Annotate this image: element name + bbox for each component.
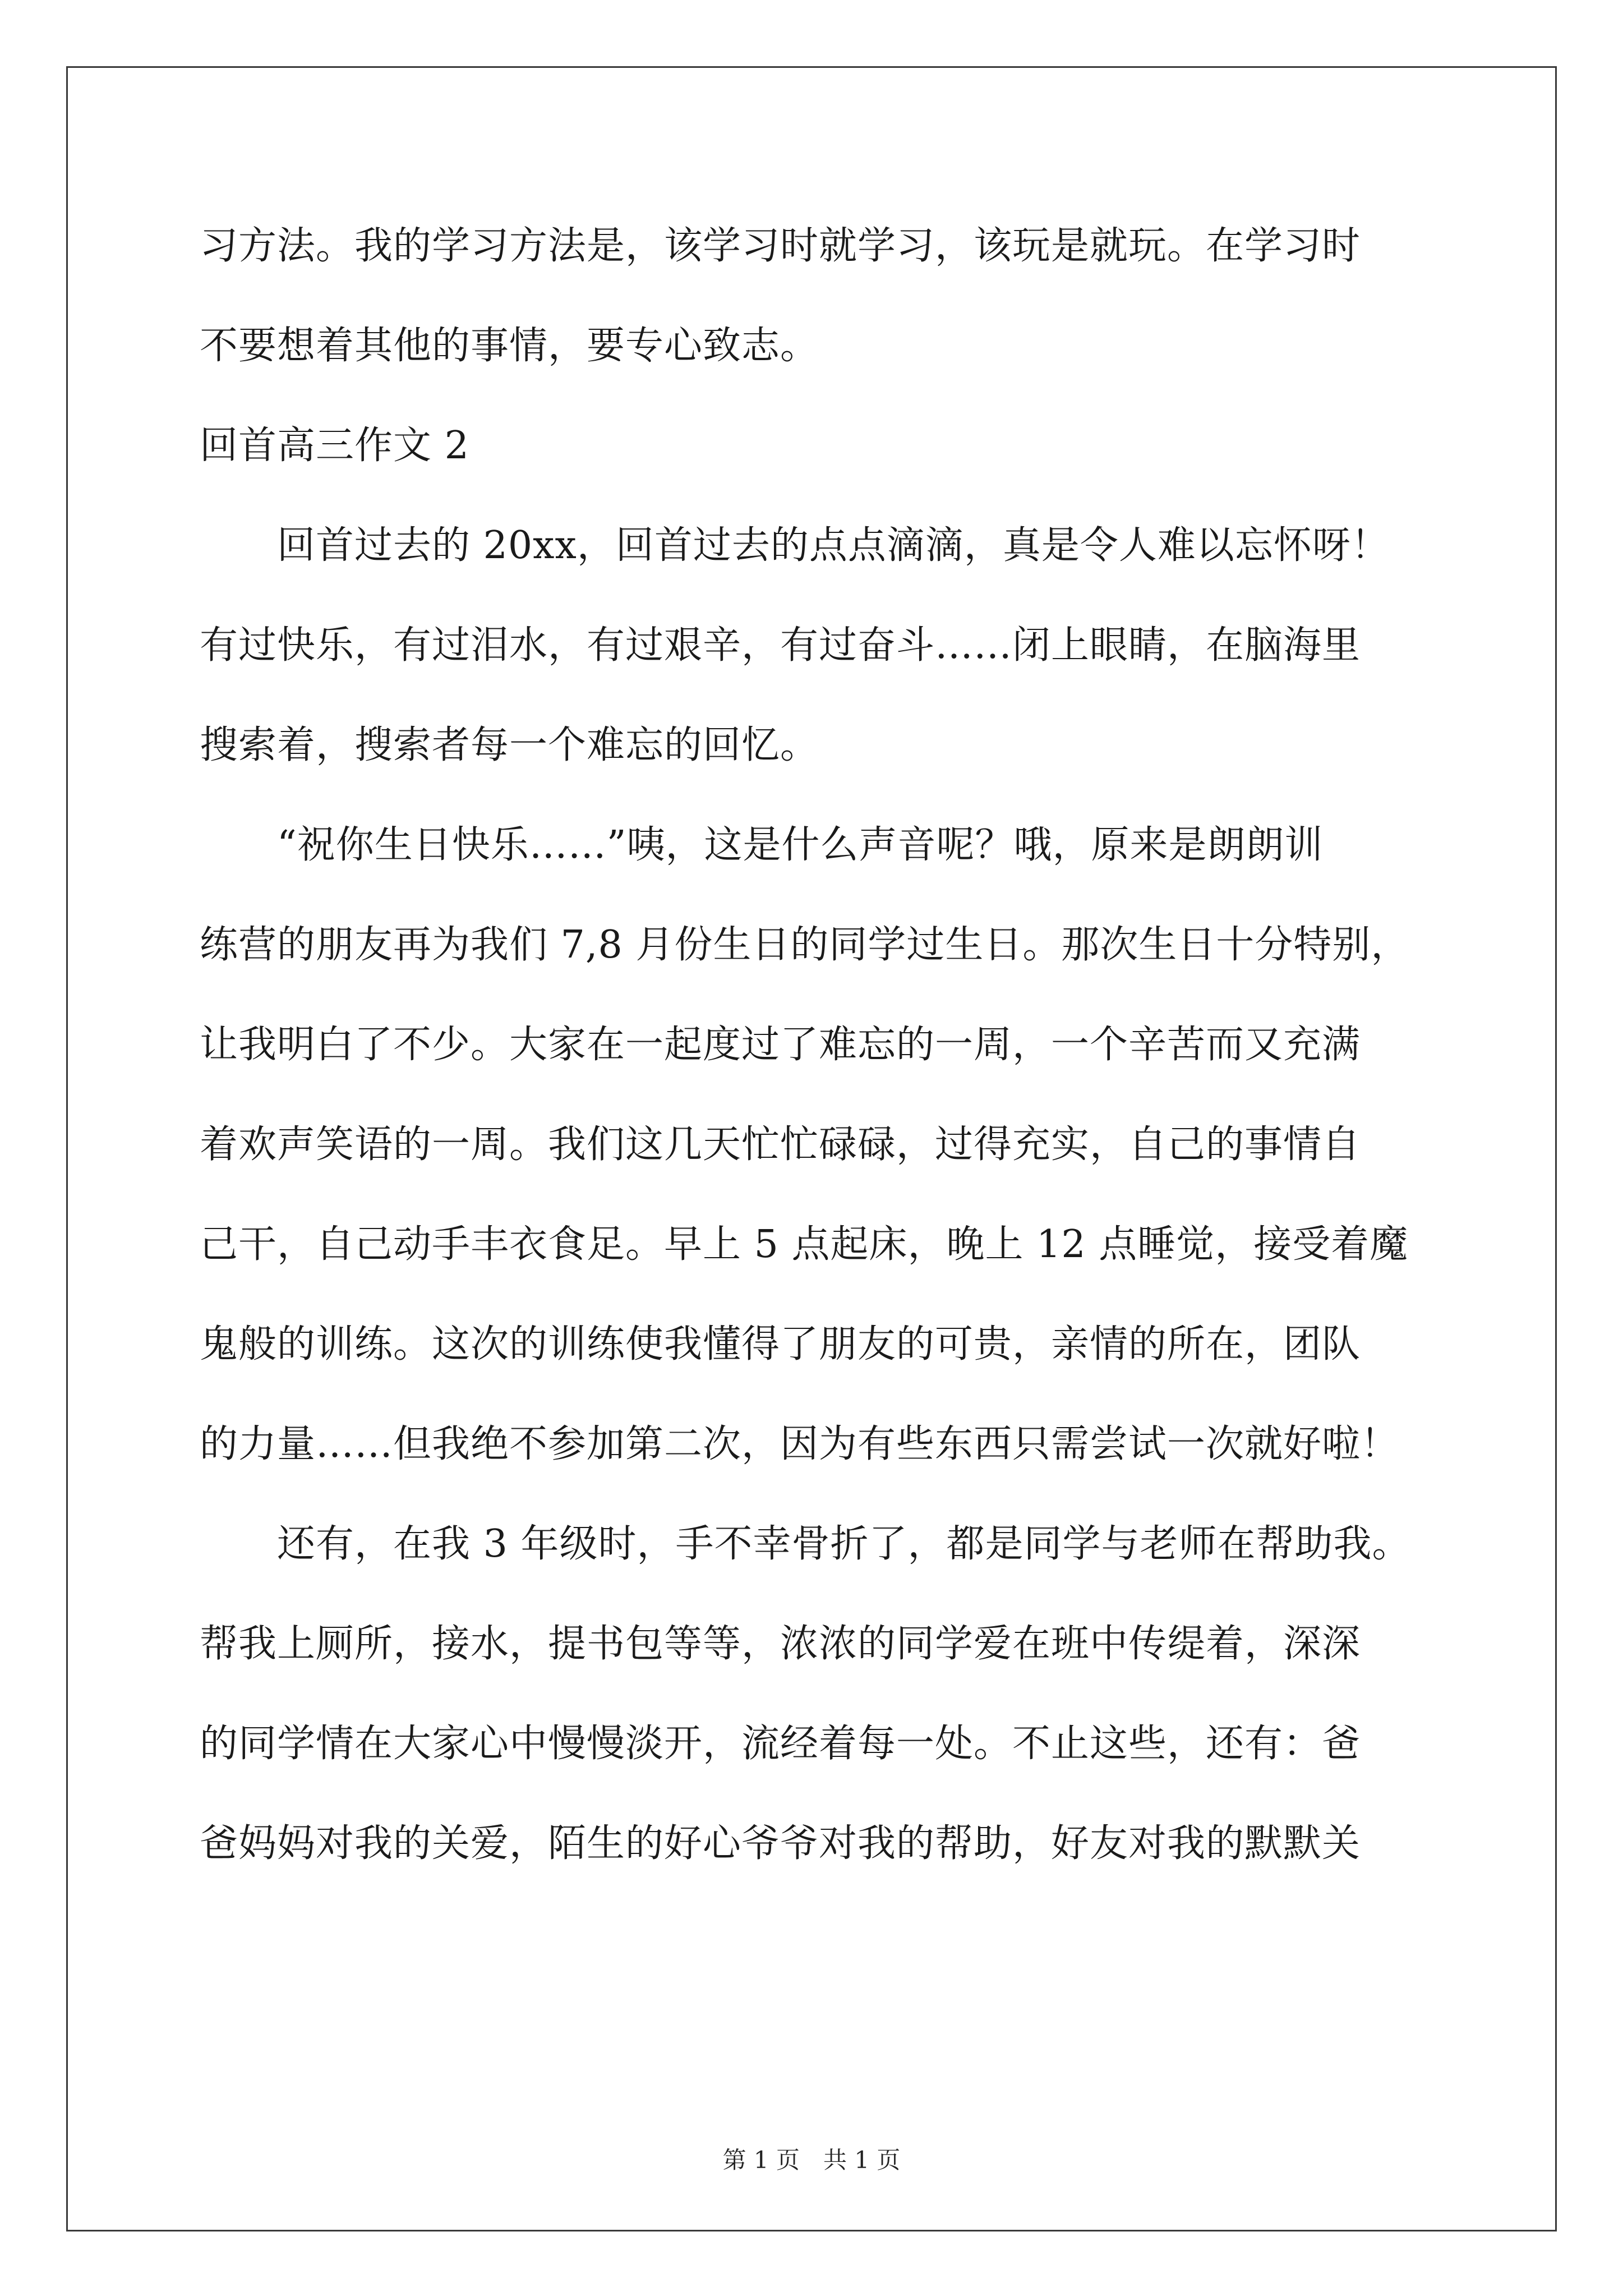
text-line: 练营的朋友再为我们 7,8 月份生日的同学过生日。那次生日十分特别，	[200, 923, 1410, 967]
text-line: 帮我上厕所，接水，提书包等等，浓浓的同学爱在班中传缇着，深深	[200, 1622, 1361, 1666]
text-line: 鬼般的训练。这次的训练使我懂得了朋友的可贵，亲情的所在，团队	[200, 1322, 1361, 1366]
text-line: 还有，在我 3 年级时，手不幸骨折了，都是同学与老师在帮助我。	[200, 1522, 1411, 1566]
text-line: 己干，自己动手丰衣食足。早上 5 点起床，晚上 12 点睡觉，接受着魔	[200, 1222, 1409, 1267]
text-line: 着欢声笑语的一周。我们这几天忙忙碌碌，过得充实，自己的事情自	[200, 1122, 1361, 1167]
document-body	[200, 196, 1445, 1894]
text-line: 搜索着，搜索者每一个难忘的回忆。	[200, 723, 819, 767]
text-line: 习方法。我的学习方法是，该学习时就学习，该玩是就玩。在学习时	[200, 224, 1361, 268]
text-line: 的力量……但我绝不参加第二次，因为有些东西只需尝试一次就好啦！	[200, 1422, 1400, 1466]
text-line: “祝你生日快乐……”咦，这是什么声音呢？哦，原来是朗朗训	[200, 823, 1324, 867]
text-line: 回首过去的 20xx，回首过去的点点滴滴，真是令人难以忘怀呀！	[200, 523, 1390, 568]
text-line: 的同学情在大家心中慢慢淡开，流经着每一处。不止这些，还有：爸	[200, 1722, 1361, 1766]
text-line: 让我明白了不少。大家在一起度过了难忘的一周，一个辛苦而又充满	[200, 1023, 1361, 1067]
page-number-footer: 第 1 页 共 1 页	[722, 2146, 901, 2174]
text-line: 爸妈妈对我的关爱，陌生的好心爷爷对我的帮助，好友对我的默默关	[200, 1821, 1361, 1866]
text-line: 不要想着其他的事情，要专心致志。	[200, 324, 819, 368]
section-heading: 回首高三作文 2	[200, 424, 469, 468]
text-line: 有过快乐，有过泪水，有过艰辛，有过奋斗……闭上眼睛，在脑海里	[200, 623, 1361, 668]
